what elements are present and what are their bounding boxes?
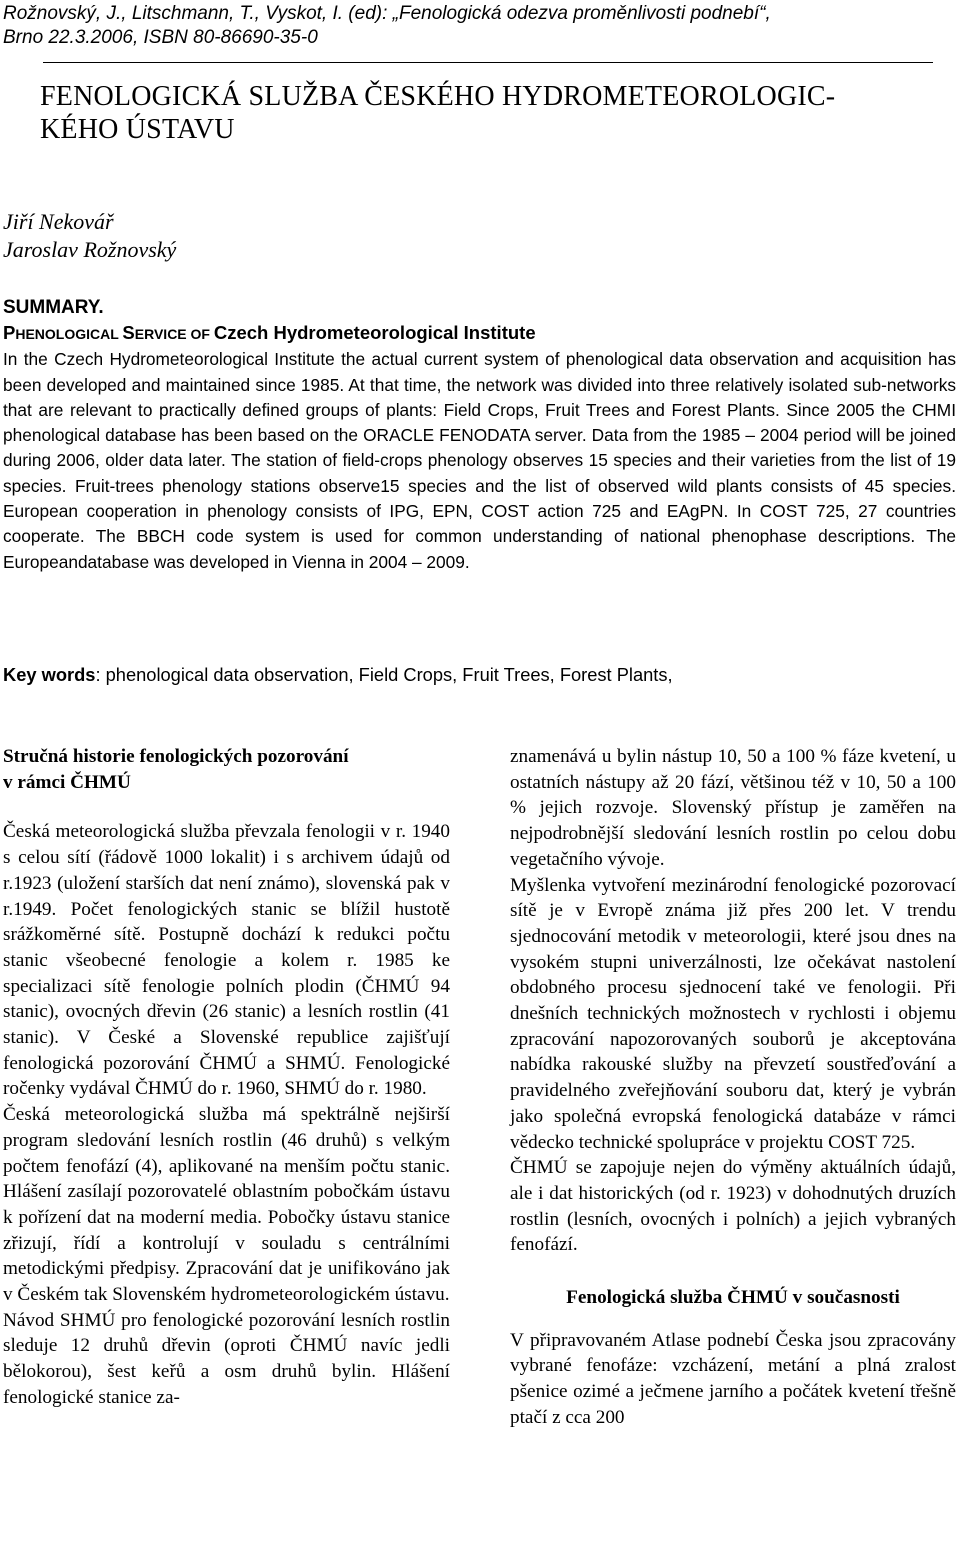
left-paragraph-3: Návod SHMÚ pro fenologické pozorování lesních rostlin sleduje 12 druhů dřevin (oproti ČHMÚ navíc jedli bělokorou), šest keřů a osm druhů bylin. Hlášení fenologické stanice za- [3,1309,450,1408]
right-paragraph-2: Myšlenka vytvoření mezinárodní fenologické pozorovací sítě je v Evropě známa již přes 200 let. V trendu sjednocování metodik v meteorologii, které jsou dnes na vysokém stupni univerzálnosti, lze očekávat nastolení obdobného procesu sjednocení také ve fenologii. Při dnešních technických možnostech v rychlosti i objemu zpracování napozorovaných souborů je akceptována nabídka rakouské služby na převzetí soustřeďování a pravidelného zveřejňování souboru dat, který je vybrán jako společná evropská fenologická databáze v rámci vědecko technické spolupráce v projektu COST 725. [510,874,956,1153]
abstract-title-initial-2: S [122,322,135,343]
section-heading-present: Fenologická služba ČHMÚ v současnosti [566,1287,900,1309]
left-paragraph-1: Česká meteorologická služba převzala fenologii v r. 1940 s celou sítí (řádově 1000 lokalit) i s archivem údajů od r.1923 (uložení starších dat není známo), slovenská pak v r.1949. Počet fenologických stanic se blížil hustotě srážkoměrné sítě. Postupně dochází k redukci počtu stanic všeobecné fenologie a kolem r. 1985 ke specializaci sítě fenologie polních plodin (ČHMÚ 94 stanic), ovocných dřevin (26 stanic) a lesních rostlin (41 stanic). V České a Slovenské republice zajišťují fenologická pozorování ČHMÚ a SHMÚ. Fenologické ročenky vydával ČHMÚ do r. 1960, SHMÚ do r. 1980. [3,821,450,1100]
right-column [510,744,956,1431]
paper-title [40,80,940,146]
title-line-2: KÉHO ÚSTAVU [40,114,235,145]
summary-label: SUMMARY. [3,297,104,318]
keywords-label: Key words [3,664,96,685]
section-heading-history [3,744,450,795]
citation-line-1: Rožnovský, J., Litschmann, T., Vyskot, I. (ed): „Fenologická odezva proměnlivosti podnebí“, [3,3,771,24]
section-heading-history-line-1: Stručná historie fenologických pozorování [3,746,349,767]
abstract-title [3,320,956,347]
author-list [3,208,176,264]
title-line-1: FENOLOGICKÁ SLUŽBA ČESKÉHO HYDROMETEOROLOGIC- [40,81,836,112]
keywords [3,663,953,687]
citation-header [3,2,953,50]
abstract-title-rest: Czech Hydrometeorological Institute [213,322,536,343]
citation-line-2: Brno 22.3.2006, ISBN 80-86690-35-0 [3,27,318,48]
right-paragraph-1: znamenává u bylin nástup 10, 50 a 100 % fáze kvetení, u ostatních nástupy až 20 fází, většinou též v 10, 50 a 100 % jejich rozvoje. Slovenský přístup je zaměřen na nejpodrobnější sledování lesních rostlin po celou dobu vegetačního vývoje. [510,746,956,870]
left-paragraph-2: Česká meteorologická služba má spektrálně nejširší program sledování lesních rostlin (46 druhů) s velkým počtem fenofází (4), aplikované na menším počtu stanic. Hlášení zasílají pozorovatelé oblastním pobočkám ústavu k pořízení dat na moderní media. Pobočky ústavu stanice zřizují, řídí a kontrolují v souladu s centrálními metodickými předpisy. Zpracování dat je unifikováno jak v Českém tak Slovenském hydrometeorologickém ústavu. [3,1104,450,1306]
abstract-title-smallcaps-2: ERVICE OF [134,326,214,342]
author-2: Jaroslav Rožnovský [3,237,177,262]
abstract [3,320,956,575]
left-column [3,744,450,1411]
right-paragraph-4: V připravovaném Atlase podnebí Česka jsou zpracovány vybrané fenofáze: vzcházení, metání a plná zralost pšenice ozimé a ječmene jarního a počátek kvetení třešně ptačí z cca 200 [510,1329,956,1428]
header-rule [43,62,933,63]
abstract-title-smallcaps-1: HENOLOGICAL [15,326,123,342]
abstract-title-initial-1: P [3,322,16,343]
keywords-text: : phenological data observation, Field Crops, Fruit Trees, Forest Plants, [95,664,673,685]
author-1: Jiří Nekovář [3,209,114,234]
abstract-body: In the Czech Hydrometeorological Institute the actual current system of phenological data observation and acquisition has been developed and maintained since 1985. At that time, the network was divided into three relatively isolated sub-networks that are relevant to practically defined groups of plants: Field Crops, Fruit Trees and Forest Plants. Since 2005 the CHMI phenological database has been based on the ORACLE FENODATA server. Data from the 1985 – 2004 period will be joined during 2006, older data later. The station of field-crops phenology observes 15 species and their varieties from the list of 19 species. Fruit-trees phenology stations observe15 species and the list of observed wild plants consists of 45 species. European cooperation in phenology consists of IPG, EPN, COST action 725 and EAgPN. In COST 725, 27 countries cooperate. The BBCH code system is used for common understanding of national phenophase descriptions. The Europeandatabase was developed in Vienna in 2004 – 2009. [3,349,956,572]
right-paragraph-3: ČHMÚ se zapojuje nejen do výměny aktuálních údajů, ale i dat historických (od r. 1923) v dohodnutých druzích rostlin (lesních, ovocných i polních) a jejich vybraných fenofází. [510,1157,956,1256]
section-heading-history-line-2: v rámci ČHMÚ [3,771,131,793]
